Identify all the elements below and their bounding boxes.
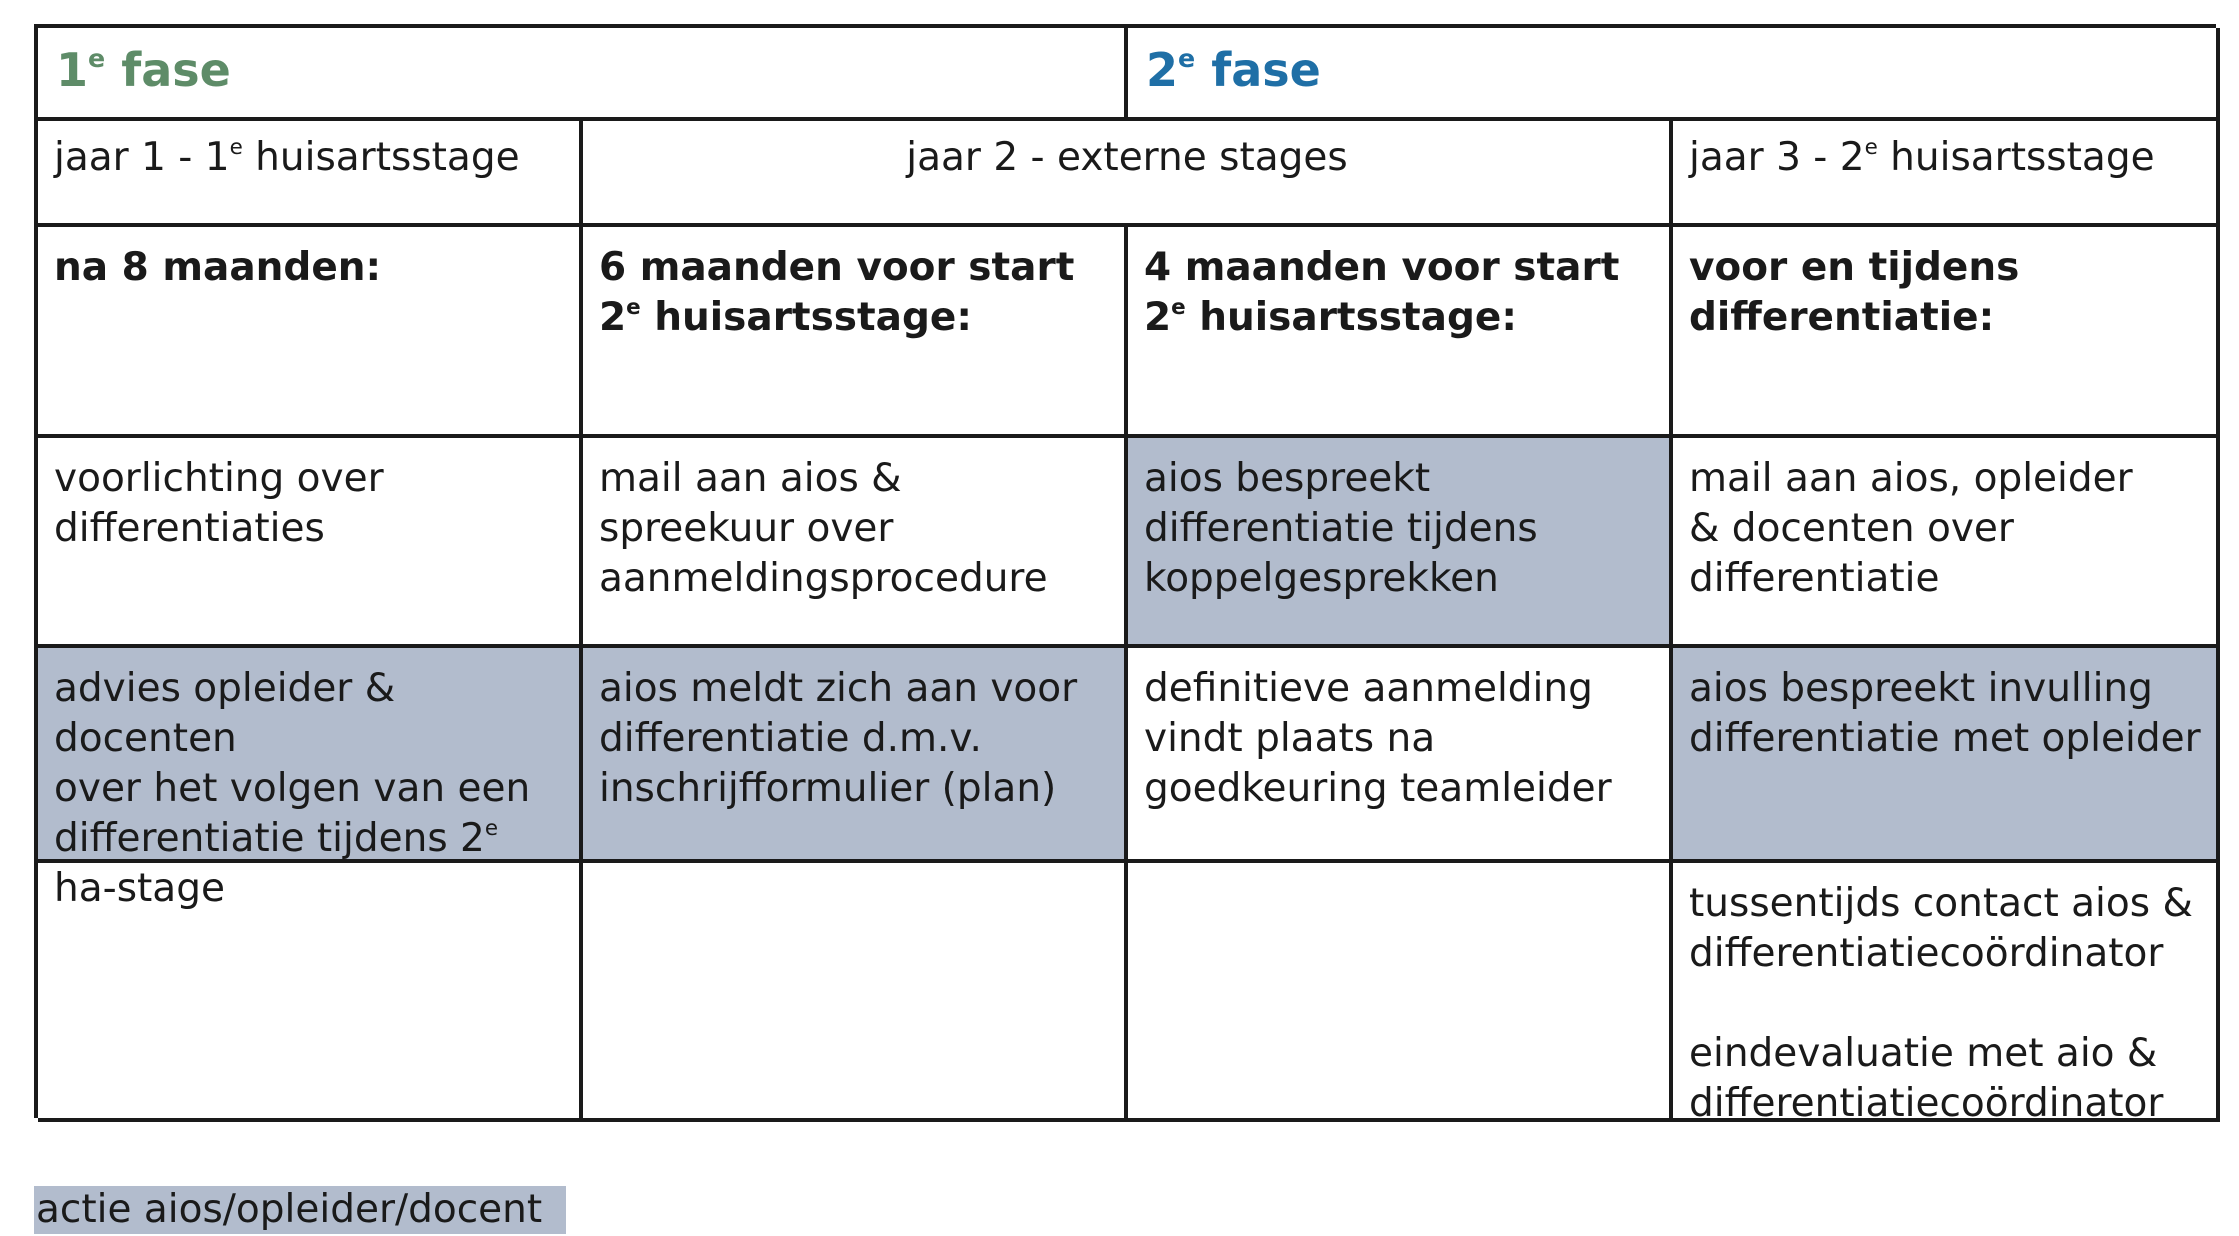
action-r2-c1-superscript: e [484, 815, 499, 841]
action-r3-c3 [1128, 863, 1673, 1122]
phase-1-header [38, 28, 1128, 121]
year-1-stage: huisartsstage [255, 135, 520, 180]
phase-2-superscript: e [1178, 44, 1196, 74]
timing-col-2-number: 2 [599, 295, 627, 340]
year-3-label: jaar 3 - 2 [1689, 135, 1865, 180]
phase-2-number: 2 [1146, 43, 1179, 97]
timing-col-4: voor en tijdens differentiatie: [1673, 227, 2220, 438]
action-r3-c4 [1673, 863, 2220, 1126]
action-r2-c2: aios meldt zich aan voor differentiatie d.m.v. inschrijfformulier (plan) [583, 648, 1128, 863]
year-1-superscript: e [229, 134, 243, 160]
action-r3-c2 [583, 863, 1128, 1122]
timing-col-3-stage: huisartsstage: [1199, 295, 1517, 340]
phase-1-superscript: e [88, 44, 106, 74]
timing-col-3-number: 2 [1144, 295, 1172, 340]
phase-1-number: 1 [56, 43, 89, 97]
timing-col-2 [583, 227, 1128, 438]
timing-col-3 [1128, 227, 1673, 438]
action-r1-c2: mail aan aios & spreekuur over aanmeldingsprocedure [583, 438, 1128, 648]
action-r3-c4-final: eindevaluatie met aio & differentiatiecoördinator [1689, 1031, 2164, 1126]
phase-2-header [1128, 28, 2220, 121]
differentiation-timeline-table [34, 24, 2216, 1126]
action-r1-c1: voorlichting over differentiaties [38, 438, 583, 648]
timing-col-3-line1: 4 maanden voor start [1144, 245, 1620, 290]
timing-col-1-text: na 8 maanden: [54, 245, 382, 290]
action-r3-c1 [38, 863, 583, 1122]
year-2-label: jaar 2 - externe stages [906, 135, 1348, 180]
year-2-header [583, 121, 1673, 227]
action-r2-c3: definitieve aanmelding vindt plaats na goedkeuring teamleider [1128, 648, 1673, 863]
timing-col-2-superscript: e [626, 294, 641, 320]
year-1-label: jaar 1 - 1 [54, 135, 230, 180]
timing-col-1 [38, 227, 583, 438]
year-1-header [38, 121, 583, 227]
action-r1-c4: mail aan aios, opleider & docenten over differentiatie [1673, 438, 2220, 648]
timing-col-2-stage: huisartsstage: [654, 295, 972, 340]
action-r1-c3: aios bespreekt differentiatie tijdens koppelgesprekken [1128, 438, 1673, 648]
phase-2-label: fase [1211, 43, 1321, 97]
year-3-header [1673, 121, 2220, 227]
action-r3-c4-interim: tussentijds contact aios & differentiatiecoördinator [1689, 881, 2193, 976]
timing-col-3-superscript: e [1171, 294, 1186, 320]
action-r2-c4: aios bespreekt invulling differentiatie met opleider [1673, 648, 2220, 863]
action-r2-c1 [38, 648, 583, 911]
timing-col-2-line1: 6 maanden voor start [599, 245, 1075, 290]
action-r2-c1-tail: ha-stage [54, 866, 225, 911]
legend-text: actie aios/opleider/docent [36, 1187, 543, 1232]
year-3-superscript: e [1864, 134, 1878, 160]
year-3-stage: huisartsstage [1890, 135, 2155, 180]
legend-shaded-action [34, 1186, 566, 1234]
action-r2-c1-text: advies opleider & docenten over het volgen van een differentiatie tijdens 2 [54, 666, 531, 861]
phase-1-label: fase [121, 43, 231, 97]
